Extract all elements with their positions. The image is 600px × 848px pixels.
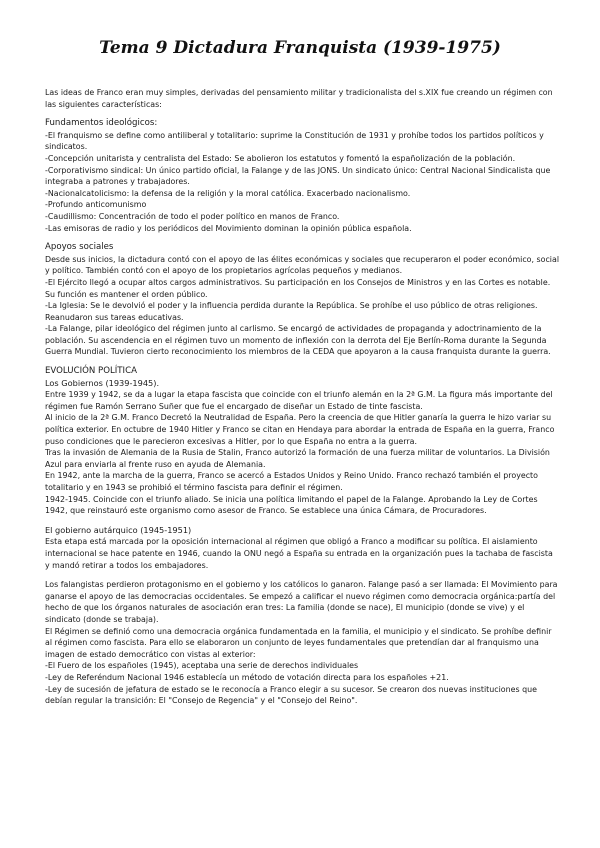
apoyos-item: -La Falange, pilar ideológico del régimen junto al carlismo. Se encargó de actividades de propaganda y adoctrinamiento de la población. Su ascendencia en el régimen tuvo un momento de inflexión con la derrota del Eje Berlín-Roma durante la Segunda Guerra Mundial. Tuvieron cierto reconocimiento los miembros de la CEDA que apoyaron a la causa franquista durante la guerra.: [45, 324, 551, 357]
fundamentos-heading: Fundamentos ideológicos:: [45, 118, 158, 129]
autarquico-paragraph: Esta etapa está marcada por la oposición internacional al régimen que obligó a Franco a modificar su política. El aislamiento internacional se hace patente en 1946, cuando la ONU negó a España su entrada en la organización pues la tachaba de fascista y mandó retirar a todos los embajadores.: [45, 537, 553, 570]
evolucion-heading: EVOLUCIÓN POLÍTICA: [45, 366, 137, 377]
gobiernos-item: 1942-1945. Coincide con el triunfo aliado. Se inicia una política limitando el papel de la Falange. Aprobando la Ley de Cortes 1942, que reinstauró este organismo como asesor de Franco. Se establece una única Cámara, de Procuradores.: [45, 494, 538, 516]
apoyos-item: Desde sus inicios, la dictadura contó con el apoyo de las élites económicas y sociales que recuperaron el poder económico, social y político. También contó con el apoyo de los propietarios agrícolas pequeños y medianos.: [45, 254, 560, 276]
falangistas-item: El Régimen se definió como una democracia orgánica fundamentada en la familia, el municipio y el sindicato. Se prohíbe definir al régimen como fascista. Para ello se elaboraron un conjunto de leyes fundamentales que pretendían dar al franquismo una imagen de estado democrático con vistas al exterior:: [45, 626, 552, 659]
document-body: [45, 87, 560, 707]
page-title: Tema 9 Dictadura Franquista (1939-1975): [99, 38, 501, 58]
apoyos-item: -El Ejército llegó a ocupar altos cargos administrativos. Su participación en los Consejos de Ministros y en las Cortes es notable. Su función es mantener el orden público.: [45, 277, 551, 299]
fundamentos-item: -Corporativismo sindical: Un único partido oficial, la Falange y de las JONS. Un sindicato único: Central Nacional Sindicalista que integraba a patrones y trabajadores.: [45, 165, 551, 187]
gobiernos-item: Entre 1939 y 1942, se da a lugar la etapa fascista que coincide con el triunfo alemán en la 2ª G.M. La figura más importante del régimen fue Ramón Serrano Suñer que fue el encargado de diseñar un Estado de tinte fascista.: [45, 390, 553, 411]
fundamentos-item: -El franquismo se define como antiliberal y totalitario: suprime la Constitución de 1931 y prohíbe todos los partidos políticos y sindicatos.: [45, 130, 544, 152]
fundamentos-item: -Profundo anticomunismo: [45, 200, 147, 210]
fundamentos-item: -Nacionalcatolicismo: la defensa de la religión y la moral católica. Exacerbado nacionalismo.: [45, 188, 411, 198]
falangistas-item: -Ley de Referéndum Nacional 1946 establecía un método de votación directa para los españoles +21.: [45, 672, 449, 682]
autarquico-heading: El gobierno autárquico (1945-1951): [45, 524, 192, 535]
gobiernos-item: En 1942, ante la marcha de la guerra, Franco se acercó a Estados Unidos y Reino Unido. Franco rechazó también el proyecto totalitario y en 1943 se prohibió el término fascista para definir el régimen.: [45, 471, 538, 492]
fundamentos-item: -Caudillismo: Concentración de todo el poder político en manos de Franco.: [45, 211, 340, 221]
falangistas-item: Los falangistas perdieron protagonismo en el gobierno y los católicos lo ganaron. Falange pasó a ser llamada: El Movimiento para ganarse el apoyo de las democracias occidentales. Se empezó a calificar el nuevo régimen como democracia orgánica:partía del hecho de que los órganos naturales de asociación eran tres: La familia (donde se nace), El municipio (donde se vive) y el sindicato (donde se trabaja).: [45, 580, 558, 624]
intro-paragraph: Las ideas de Franco eran muy simples, derivadas del pensamiento militar y tradicionalista del s.XIX fue creando un régimen con las siguientes características:: [45, 88, 553, 109]
fundamentos-item: -Las emisoras de radio y los periódicos del Movimiento dominan la opinión pública española.: [45, 223, 412, 233]
apoyos-item: -La Iglesia: Se le devolvió el poder y la influencia perdida durante la República. Se prohíbe el uso público de otras religiones. Reanudaron sus tareas educativas.: [45, 301, 538, 322]
gobiernos-heading: Los Gobiernos (1939-1945).: [45, 377, 160, 388]
fundamentos-item: -Concepción unitarista y centralista del Estado: Se abolieron los estatutos y fomentó la españolización de la población.: [45, 153, 516, 163]
falangistas-item: -El Fuero de los españoles (1945), aceptaba una serie de derechos individuales: [45, 661, 359, 671]
apoyos-heading: Apoyos sociales: [45, 242, 114, 253]
falangistas-item: -Ley de sucesión de jefatura de estado se le reconocía a Franco elegir a su sucesor. Se crearon dos nuevas instituciones que debían regular la transición: El "Consejo de Regencia" y el "Consejo del Reino".: [45, 684, 537, 706]
gobiernos-item: Tras la invasión de Alemania de la Rusia de Stalin, Franco autorizó la formación de una fuerza militar de voluntarios. La División Azul para enviarla al frente ruso en ayuda de Alemania.: [45, 448, 550, 469]
gobiernos-item: Al inicio de la 2ª G.M. Franco Decretó la Neutralidad de España. Pero la creencia de que Hitler ganaría la guerra le hizo variar su política exterior. En octubre de 1940 Hitler y Franco se citan en Hendaya para abordar la entrada de España en la guerra, Franco puso condiciones que le parecieron excesivas a Hitler, por lo que España no entra a la guerra.: [45, 413, 555, 446]
